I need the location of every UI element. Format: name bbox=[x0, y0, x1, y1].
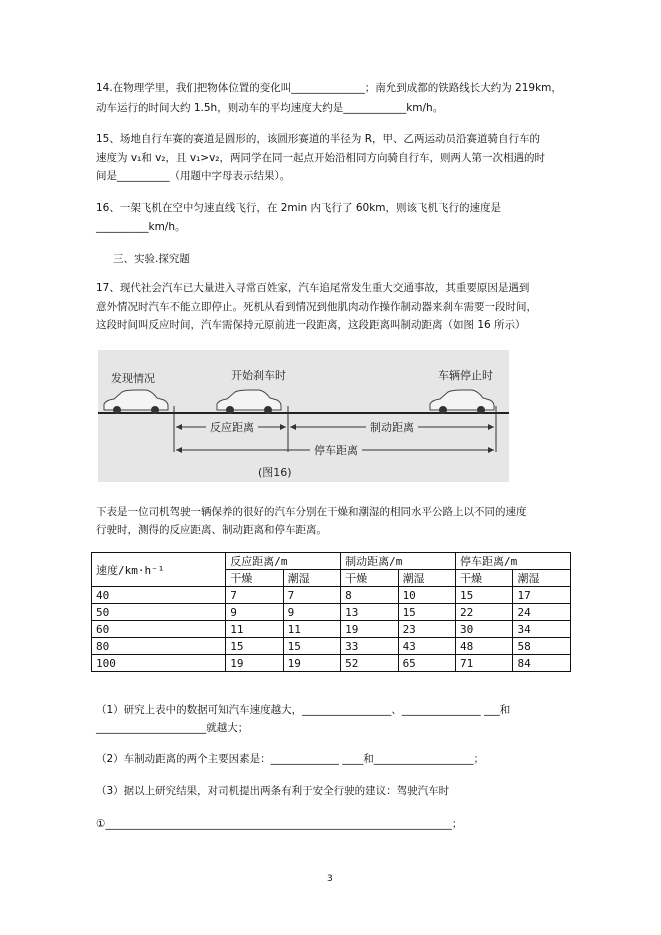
q14-line-1: 14.在物理学里，我们把物体位置的变化叫______________；南允到成都的铁路线长大约为 219km， bbox=[96, 82, 562, 94]
table-row bbox=[92, 638, 571, 655]
table-intro-line-2: 行驶时，测得的反应距离、制动距离和停车距离。 bbox=[96, 524, 327, 536]
cell: 8 bbox=[341, 587, 398, 604]
cell: 60 bbox=[92, 621, 226, 638]
cell: 71 bbox=[456, 655, 513, 672]
q15-line-3: 间是__________（用题中字母表示结果）。 bbox=[96, 170, 291, 182]
label-braking-distance: 制动距离 bbox=[370, 421, 414, 434]
cell: 24 bbox=[513, 604, 571, 621]
q15-line-2: 速度为 v₁和 v₂，且 v₁>v₂，两同学在同一起点开始沿相同方向骑自行车，则两人第一次相遇的时 bbox=[96, 152, 546, 164]
subheader-wet: 潮湿 bbox=[398, 570, 455, 587]
cell: 9 bbox=[226, 604, 283, 621]
cell: 52 bbox=[341, 655, 398, 672]
cell: 23 bbox=[398, 621, 455, 638]
page-number: 3 bbox=[327, 874, 333, 884]
cell: 10 bbox=[398, 587, 455, 604]
cell: 65 bbox=[398, 655, 455, 672]
cell: 58 bbox=[513, 638, 571, 655]
subheader-dry: 干燥 bbox=[341, 570, 398, 587]
cell: 50 bbox=[92, 604, 226, 621]
cell: 43 bbox=[398, 638, 455, 655]
section-heading-experiment: 三、实验.探究题 bbox=[113, 253, 190, 265]
cell: 13 bbox=[341, 604, 398, 621]
car-icon bbox=[430, 390, 494, 414]
reaction-header: 反应距离/m bbox=[226, 553, 341, 570]
cell: 30 bbox=[456, 621, 513, 638]
cell: 15 bbox=[283, 638, 340, 655]
cell: 15 bbox=[398, 604, 455, 621]
braking-header: 制动距离/m bbox=[341, 553, 456, 570]
table-intro-line-1: 下表是一位司机驾驶一辆保养的很好的汽车分别在干燥和潮湿的相同水平公路上以不同的速度 bbox=[96, 506, 527, 518]
label-brake-start: 开始刹车时 bbox=[231, 369, 286, 382]
table-row bbox=[92, 587, 571, 604]
cell: 15 bbox=[226, 638, 283, 655]
distance-table bbox=[91, 552, 571, 672]
cell: 84 bbox=[513, 655, 571, 672]
cell: 100 bbox=[92, 655, 226, 672]
q14-line-2: 动车运行的时间大约 1.5h，则动车的平均速度大约是____________km/h。 bbox=[96, 102, 444, 114]
cell: 48 bbox=[456, 638, 513, 655]
stopping-header: 停车距离/m bbox=[456, 553, 571, 570]
q16-line-1: 16、一架飞机在空中匀速直线飞行，在 2min 内飞行了 60km，则该飞机飞行的速度是 bbox=[96, 202, 502, 214]
subheader-wet: 潮湿 bbox=[283, 570, 340, 587]
cell: 34 bbox=[513, 621, 571, 638]
figure-16 bbox=[98, 350, 509, 482]
figure-caption: (图16) bbox=[258, 466, 292, 479]
subheader-dry: 干燥 bbox=[226, 570, 283, 587]
subq-4: ①__________________________________________________________________； bbox=[96, 818, 463, 830]
q15-line-1: 15、场地自行车赛的赛道是圆形的，该圆形赛道的半径为 R，甲、乙两运动员沿赛道骑自行车的 bbox=[96, 133, 540, 145]
q17-line-2: 意外情况时汽车不能立即停止。死机从看到情况到他肌肉动作操作制动器来刹车需要一段时间， bbox=[96, 301, 537, 313]
label-stopping-distance: 停车距离 bbox=[314, 444, 358, 457]
cell: 11 bbox=[283, 621, 340, 638]
subq-2: （2）车制动距离的两个主要因素是：_____________ ____和___________________； bbox=[96, 753, 485, 765]
q17-line-1: 17、现代社会汽车已大量进入寻常百姓家，汽车追尾常发生重大交通事故，其重要原因是遇到 bbox=[96, 282, 530, 294]
cell: 40 bbox=[92, 587, 226, 604]
q16-line-2: __________km/h。 bbox=[96, 221, 186, 233]
label-stop: 车辆停止时 bbox=[438, 369, 493, 382]
cell: 15 bbox=[456, 587, 513, 604]
cell: 19 bbox=[341, 621, 398, 638]
cell: 11 bbox=[226, 621, 283, 638]
label-discover: 发现情况 bbox=[111, 372, 155, 385]
subheader-dry: 干燥 bbox=[456, 570, 513, 587]
car-icon bbox=[104, 390, 168, 414]
subheader-wet: 潮湿 bbox=[513, 570, 571, 587]
car-icon bbox=[217, 390, 281, 414]
table-row bbox=[92, 621, 571, 638]
cell: 9 bbox=[283, 604, 340, 621]
table-row bbox=[92, 604, 571, 621]
cell: 7 bbox=[283, 587, 340, 604]
q17-line-3: 这段时间叫反应时间，汽车需保持元原前进一段距离，这段距离叫制动距离（如图 16 所示） bbox=[96, 319, 526, 331]
label-reaction-distance: 反应距离 bbox=[210, 421, 254, 434]
cell: 19 bbox=[283, 655, 340, 672]
subq-3: （3）据以上研究结果，对司机提出两条有利于安全行驶的建议：驾驶汽车时 bbox=[96, 785, 450, 797]
cell: 7 bbox=[226, 587, 283, 604]
cell: 19 bbox=[226, 655, 283, 672]
cell: 80 bbox=[92, 638, 226, 655]
cell: 33 bbox=[341, 638, 398, 655]
subq-1-line-2: _____________________就越大； bbox=[96, 722, 249, 734]
table-row bbox=[92, 655, 571, 672]
subq-1-line-1: （1）研究上表中的数据可知汽车速度越大，_________________、_______________ ___和 bbox=[96, 704, 511, 716]
cell: 17 bbox=[513, 587, 571, 604]
speed-header: 速度/km·h⁻¹ bbox=[92, 553, 226, 587]
cell: 22 bbox=[456, 604, 513, 621]
